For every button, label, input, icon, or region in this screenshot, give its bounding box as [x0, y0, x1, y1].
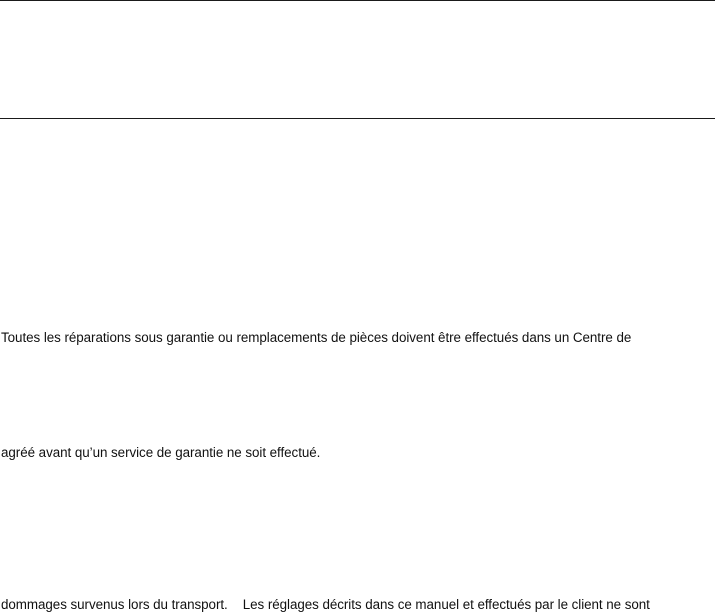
transport-damage-text: dommages survenus lors du transport. — [1, 597, 228, 612]
paragraph-line-transport-damage — [1, 597, 650, 613]
header-divider — [0, 118, 715, 119]
client-adjustments-text: Les réglages décrits dans ce manuel et effectués par le client ne sont — [242, 597, 650, 612]
top-divider — [0, 0, 715, 1]
paragraph-line-approved-service: agréé avant qu’un service de garantie ne soit effectué. — [1, 445, 321, 460]
paragraph-line-warranty-repairs: Toutes les réparations sous garantie ou remplacements de pièces doivent être effectués dans un Centre de — [1, 330, 632, 345]
